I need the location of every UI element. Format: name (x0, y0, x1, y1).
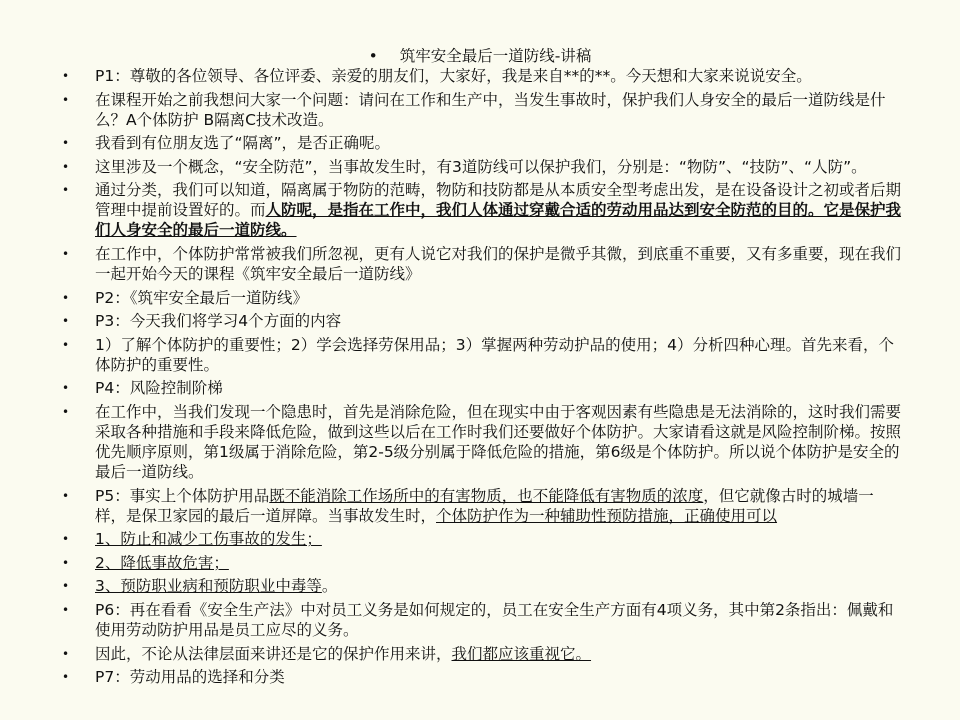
list-item: • 我看到有位朋友选了“隔离”，是否正确呢。 (62, 134, 391, 153)
bullet-icon: • (62, 646, 70, 661)
underlined-text: 我们都应该重视它。 (451, 644, 592, 663)
underlined-text: 既不能消除工作场所中的有害物质，也不能降低有害物质的浓度 (269, 486, 704, 505)
bullet-icon: • (62, 579, 70, 594)
bullet-icon: • (62, 555, 70, 570)
list-item: • P4：风险控制阶梯 (62, 379, 223, 398)
underlined-text: 3、预防职业病和预防职业中毒等 (95, 577, 322, 596)
script-list (0, 66, 960, 691)
list-item: • P1：尊敬的各位领导、各位评委、亲爱的朋友们，大家好，我是来自**的**。今天想和大家来说说安全。 (62, 67, 812, 85)
bullet-icon: • (62, 337, 70, 352)
bullet-icon: • (62, 69, 70, 83)
bullet-icon: • (62, 602, 70, 617)
list-item: • 因此，不论从法律层面来讲还是它的保护作用来讲，我们都应该重视它。 (62, 644, 592, 663)
underlined-text: 个体防护作为一种辅助性预防措施，正确使用可以 (436, 506, 778, 525)
list-item: • P3：今天我们将学习4个方面的内容 (62, 312, 342, 331)
underlined-text: 2、降低事故危害； (95, 553, 229, 572)
list-item: • 在工作中，当我们发现一个隐患时，首先是消除危险，但在现实中由于客观因素有些隐患是无法消除的，这时我们需要采取各种措施和手段来降低危险，做到这些以后在工作时我们还要做好个体防护。大家请看这就是风险控制阶梯。按照优先顺序原则，第1级属于消除危险，第2-5级分别属于降低危险的措施，第6级是个体防护。所以说个体防护是安全的最后一道防线。 (62, 402, 902, 481)
document-title (0, 44, 960, 68)
list-item: • 这里涉及一个概念，“安全防范”，当事故发生时，有3道防线可以保护我们，分别是：“物防”、“技防”、“人防”。 (62, 157, 867, 176)
bullet-icon: • (62, 246, 70, 261)
bullet-icon: • (62, 404, 70, 419)
bullet-icon: • (62, 532, 70, 547)
list-item: • P2：《筑牢安全最后一道防线》 (62, 288, 308, 307)
list-item: • P7：劳动用品的选择和分类 (62, 668, 285, 687)
bullet-icon: • (62, 136, 70, 151)
list-item: • P5：事实上个体防护用品既不能消除工作场所中的有害物质，也不能降低有害物质的浓度，但它就像古时的城墙一样，是保卫家园的最后一道屏障。当事故发生时，个体防护作为一种辅助性预防措施，正确使用可以 (62, 486, 874, 525)
emphasis-text: 人防呢，是指在工作中，我们人体通过穿戴合适的劳动用品达到安全防范的目的。它是保护我们人身安全的最后一道防线。 (95, 201, 902, 240)
list-item: • 通过分类，我们可以知道，隔离属于物防的范畴，物防和技防都是从本质安全型考虑出发，是在设备设计之初或者后期管理中提前设置好的。而人防呢，是指在工作中，我们人体通过穿戴合适的劳动用品达到安全防范的目的。它是保护我们人身安全的最后一道防线。 (62, 181, 902, 240)
bullet-icon: • (62, 92, 70, 107)
list-item: • 在工作中，个体防护常常被我们所忽视，更有人说它对我们的保护是微乎其微，到底重不重要，又有多重要，现在我们一起开始今天的课程《筑牢安全最后一道防线》 (62, 244, 902, 283)
list-item: • 1）了解个体防护的重要性；2）学会选择劳保用品；3）掌握两种劳动护品的使用；4）分析四种心理。首先来看，个体防护的重要性。 (62, 335, 894, 374)
list-item (0, 529, 960, 549)
bullet-icon: • (62, 314, 70, 329)
list-item (0, 553, 960, 573)
list-item: • 在课程开始之前我想问大家一个问题：请问在工作和生产中，当发生事故时，保护我们人身安全的最后一道防线是什么？A个体防护 B隔离C技术改造。 (62, 90, 886, 129)
list-item: • P6：再在看看《安全生产法》中对员工义务是如何规定的，员工在安全生产方面有4项义务，其中第2条指出：佩戴和使用劳动防护用品是员工应尽的义务。 (62, 600, 894, 639)
title-text: 筑牢安全最后一道防线-讲稿 (399, 47, 592, 65)
bullet-icon: • (62, 159, 70, 174)
underlined-text: 1、防止和减少工伤事故的发生； (95, 530, 322, 549)
title-bullet: • (368, 47, 378, 65)
list-item: • 3、预防职业病和预防职业中毒等。 (62, 577, 338, 596)
bullet-icon: • (62, 670, 70, 685)
bullet-icon: • (62, 290, 70, 305)
bullet-icon: • (62, 183, 70, 198)
bullet-icon: • (62, 488, 70, 503)
bullet-icon: • (62, 381, 70, 396)
